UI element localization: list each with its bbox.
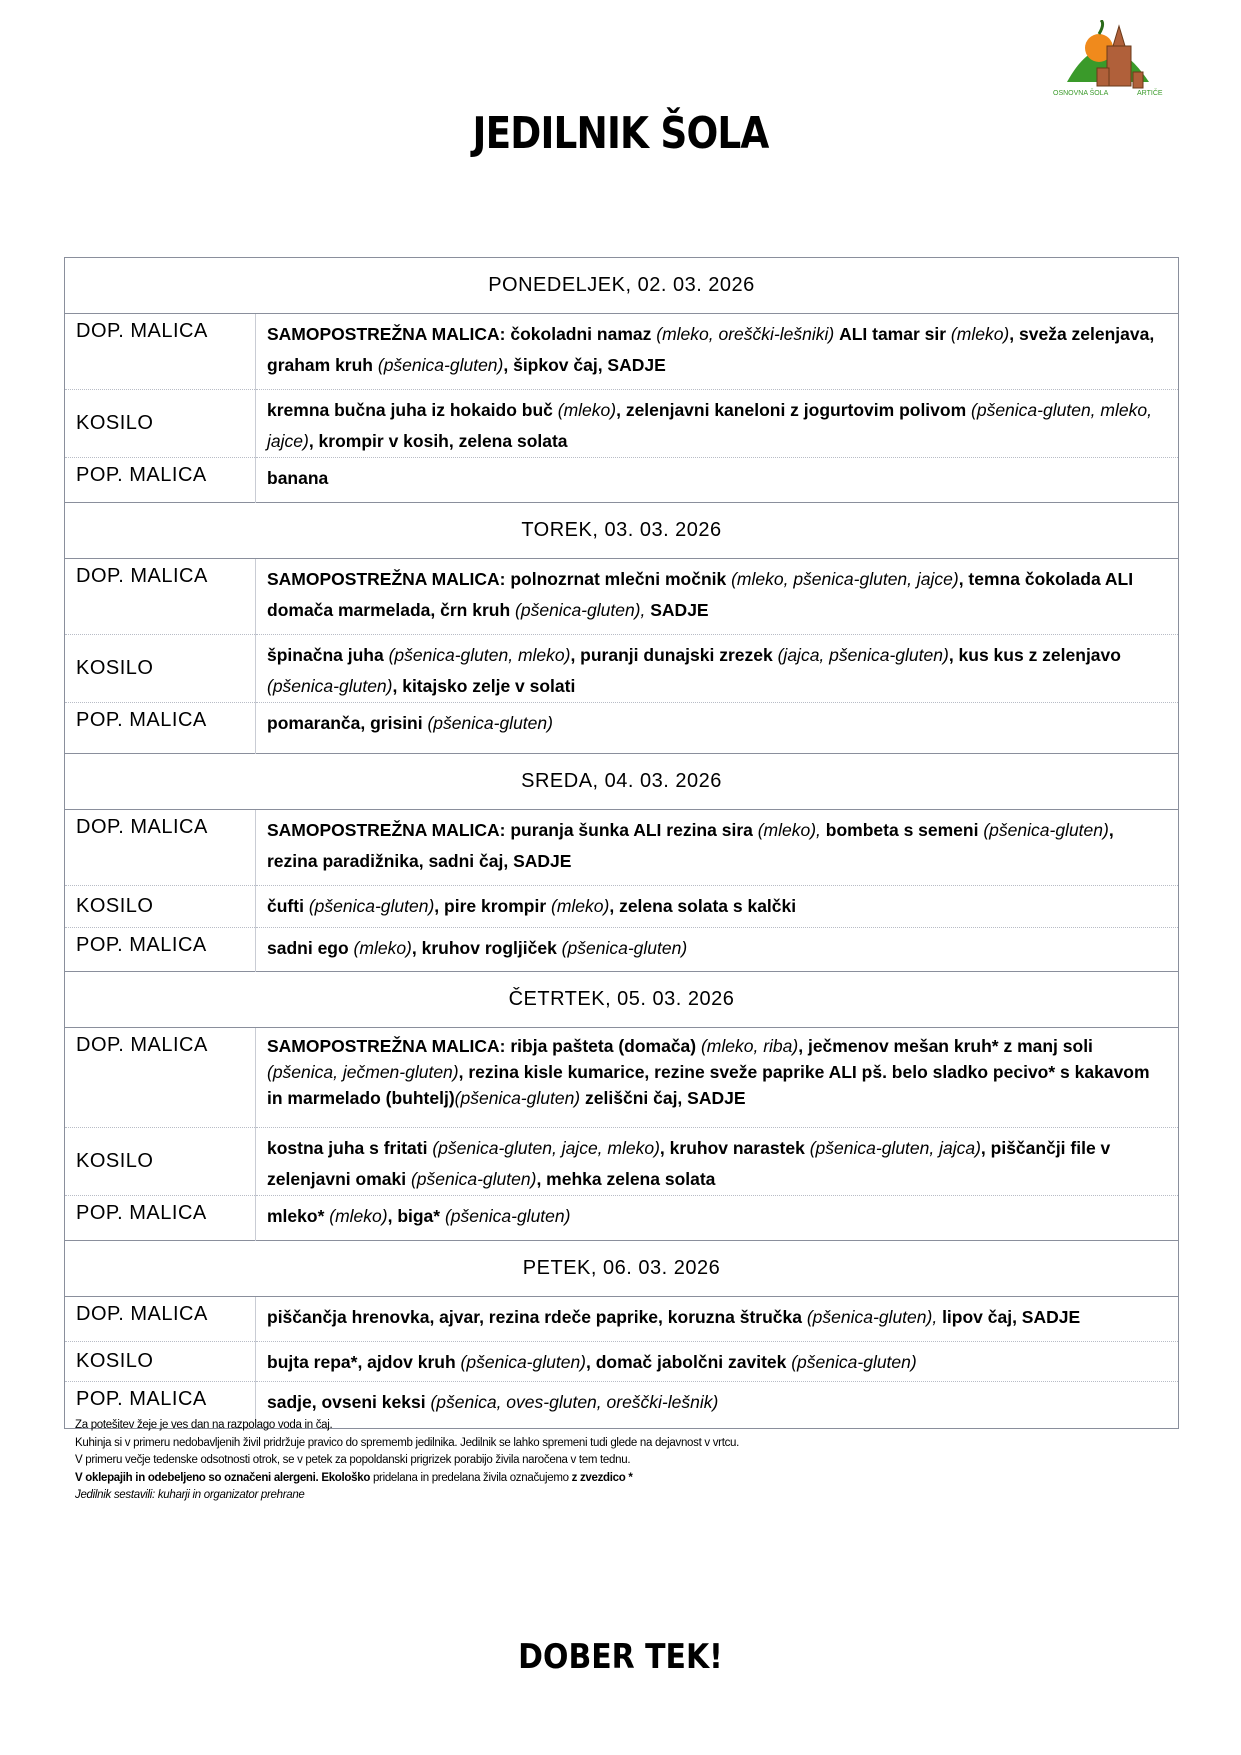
- dish-text: piščančja hrenovka, ajvar, rezina rdeče paprike, koruzna štručka: [267, 1307, 807, 1327]
- dish-text: banana: [267, 468, 329, 488]
- meal-row: [65, 1128, 1179, 1196]
- dish-text: pomaranča, grisini: [267, 713, 428, 733]
- meal-content: [256, 1342, 1179, 1382]
- dish-text: kremna bučna juha iz hokaido buč: [267, 400, 558, 420]
- dish-text: kostna juha s fritati: [267, 1138, 433, 1158]
- dish-text: , rezina kisle kumarice, rezine sveže paprike ALI pš. belo sladko pecivo* s kakavom in marmelado (buhtelj): [267, 1062, 1150, 1108]
- allergen-text: (pšenica-gluten): [410, 1169, 537, 1189]
- dish-text: , kus kus z zelenjavo: [948, 645, 1121, 665]
- meal-content: [256, 559, 1179, 635]
- day-header-row: [65, 972, 1179, 1028]
- meal-content: [256, 810, 1179, 886]
- meal-content: [256, 1297, 1179, 1342]
- allergen-text: (pšenica-gluten): [308, 896, 435, 916]
- meal-content: [256, 928, 1179, 972]
- meal-label: POP. MALICA: [65, 1382, 256, 1429]
- meal-label: DOP. MALICA: [65, 1028, 256, 1128]
- dish-text: špinačna juha: [267, 645, 389, 665]
- meal-label: DOP. MALICA: [65, 314, 256, 390]
- note-line: [75, 1435, 739, 1453]
- note-text: pridelana in predelana živila označujemo: [372, 1471, 572, 1484]
- meal-label: POP. MALICA: [65, 1196, 256, 1241]
- dish-text: , kruhov narastek: [659, 1138, 810, 1158]
- dish-text: SADJE: [650, 600, 709, 620]
- day-date: SREDA, 04. 03. 2026: [65, 754, 1179, 810]
- meal-label: KOSILO: [65, 886, 256, 928]
- note-text: Kuhinja si v primeru nedobavljenih živil pridržuje pravico do sprememb jedilnika. Jedilnik se lahko spremeni tudi glede na dejavnost v vrtcu.: [75, 1436, 740, 1449]
- allergen-text: (pšenica-gluten, mleko): [388, 645, 571, 665]
- allergen-text: (pšenica-gluten): [427, 713, 553, 733]
- dish-text: , temna čokolada ALI domača marmelada, črn kruh: [267, 569, 1134, 620]
- meal-label: KOSILO: [65, 635, 256, 703]
- meal-label: DOP. MALICA: [65, 1297, 256, 1342]
- day-date: TOREK, 03. 03. 2026: [65, 503, 1179, 559]
- meal-row: [65, 1028, 1179, 1128]
- dish-text: SAMOPOSTREŽNA MALICA: ribja pašteta (domača): [267, 1036, 701, 1056]
- allergen-text: (jajca, pšenica-gluten): [777, 645, 949, 665]
- meal-content: [256, 635, 1179, 703]
- school-logo: [1049, 20, 1167, 104]
- allergen-text: (pšenica-gluten, mleko, jajce): [267, 400, 1152, 451]
- dish-text: , šipkov čaj, SADJE: [503, 355, 666, 375]
- note-line: [75, 1417, 739, 1435]
- allergen-text: (pšenica-gluten): [267, 676, 393, 696]
- allergen-text: (pšenica-gluten, jajca): [809, 1138, 981, 1158]
- dish-text: , krompir v kosih, zelena solata: [308, 431, 568, 451]
- allergen-text: (pšenica-gluten),: [515, 600, 651, 620]
- meal-row: [65, 1297, 1179, 1342]
- meal-label: DOP. MALICA: [65, 810, 256, 886]
- dish-text: , biga*: [387, 1206, 445, 1226]
- allergen-text: (pšenica-gluten): [791, 1352, 917, 1372]
- closing-text: DOBER TEK!: [518, 1637, 723, 1677]
- meal-content: [256, 314, 1179, 390]
- meal-row: [65, 314, 1179, 390]
- dish-text: , piščančji file v zelenjavni omaki: [267, 1138, 1111, 1189]
- allergen-text: (mleko): [551, 896, 610, 916]
- note-text: z zvezdico *: [571, 1471, 633, 1484]
- dish-text: , zelenjavni kaneloni z jogurtovim polivom: [616, 400, 972, 420]
- dish-text: zeliščni čaj, SADJE: [585, 1088, 746, 1108]
- meal-label: POP. MALICA: [65, 703, 256, 754]
- allergen-text: (mleko): [950, 324, 1010, 344]
- meal-content: [256, 458, 1179, 503]
- dish-text: ALI tamar sir: [839, 324, 951, 344]
- allergen-text: (pšenica-gluten): [983, 820, 1109, 840]
- allergen-text: (pšenica, ječmen-gluten): [267, 1062, 459, 1082]
- allergen-text: (pšenica-gluten): [460, 1352, 587, 1372]
- note-text: V oklepajih in odebeljeno so označeni alergeni. Ekološko: [75, 1471, 373, 1484]
- meal-content: [256, 390, 1179, 458]
- day-header-row: [65, 1241, 1179, 1297]
- allergen-text: (mleko, pšenica-gluten, jajce): [731, 569, 959, 589]
- day-date: PETEK, 06. 03. 2026: [65, 1241, 1179, 1297]
- menu-table: [64, 257, 1179, 1429]
- meal-content: [256, 886, 1179, 928]
- meal-content: [256, 1128, 1179, 1196]
- footer-notes: [75, 1417, 739, 1505]
- meal-row: [65, 390, 1179, 458]
- note-text: V primeru večje tedenske odsotnosti otrok, se v petek za popoldanski prigrizek porabijo živila naročena v tem tednu.: [75, 1454, 631, 1466]
- meal-content: [256, 1028, 1179, 1128]
- dish-text: lipov čaj, SADJE: [942, 1307, 1081, 1327]
- note-text: Za potešitev žeje je ves dan na razpolago voda in čaj.: [75, 1419, 333, 1431]
- meal-row: [65, 810, 1179, 886]
- svg-text:OSNOVNA ŠOLA: OSNOVNA ŠOLA: [1053, 90, 1109, 97]
- dish-text: mleko*: [267, 1206, 330, 1226]
- note-line: [75, 1487, 739, 1505]
- dish-text: bombeta s semeni: [825, 820, 984, 840]
- allergen-text: (mleko, oreščki-lešniki): [656, 324, 840, 344]
- allergen-text: (mleko): [329, 1206, 388, 1226]
- meal-row: [65, 886, 1179, 928]
- meal-label: KOSILO: [65, 1128, 256, 1196]
- note-line: [75, 1452, 739, 1470]
- meal-label: POP. MALICA: [65, 928, 256, 972]
- allergen-text: (mleko): [353, 938, 412, 958]
- meal-label: KOSILO: [65, 1342, 256, 1382]
- note-text: Jedilnik sestavili: kuharji in organizator prehrane: [75, 1489, 305, 1501]
- allergen-text: (mleko, riba): [700, 1036, 799, 1056]
- allergen-text: (pšenica-gluten),: [806, 1307, 943, 1327]
- dish-text: , ječmenov mešan kruh* z manj soli: [798, 1036, 1093, 1056]
- dish-text: sadni ego: [267, 938, 354, 958]
- page-title: JEDILNIK ŠOLA: [472, 108, 769, 159]
- note-line: [75, 1470, 739, 1488]
- dish-text: SAMOPOSTREŽNA MALICA: puranja šunka ALI rezina sira: [267, 820, 758, 840]
- dish-text: sadje, ovseni keksi: [267, 1392, 431, 1412]
- meal-label: KOSILO: [65, 390, 256, 458]
- meal-row: [65, 928, 1179, 972]
- meal-row: [65, 703, 1179, 754]
- meal-row: [65, 559, 1179, 635]
- day-date: PONEDELJEK, 02. 03. 2026: [65, 258, 1179, 314]
- dish-text: , kitajsko zelje v solati: [392, 676, 576, 696]
- meal-label: POP. MALICA: [65, 458, 256, 503]
- allergen-text: (pšenica-gluten): [454, 1088, 586, 1108]
- dish-text: , zelena solata s kalčki: [609, 896, 797, 916]
- meal-label: DOP. MALICA: [65, 559, 256, 635]
- dish-text: bujta repa*, ajdov kruh: [267, 1352, 461, 1372]
- allergen-text: (pšenica-gluten): [444, 1206, 571, 1226]
- meal-content: [256, 703, 1179, 754]
- allergen-text: (mleko),: [757, 820, 826, 840]
- day-header-row: [65, 258, 1179, 314]
- dish-text: , mehka zelena solata: [536, 1169, 716, 1189]
- dish-text: čufti: [267, 896, 309, 916]
- dish-text: , pire krompir: [434, 896, 551, 916]
- dish-text: , domač jabolčni zavitek: [586, 1352, 792, 1372]
- dish-text: , rezina paradižnika, sadni čaj, SADJE: [267, 820, 1114, 871]
- allergen-text: (pšenica-gluten): [561, 938, 688, 958]
- day-date: ČETRTEK, 05. 03. 2026: [65, 972, 1179, 1028]
- meal-row: [65, 635, 1179, 703]
- dish-text: , puranji dunajski zrezek: [570, 645, 778, 665]
- day-header-row: [65, 754, 1179, 810]
- dish-text: SAMOPOSTREŽNA MALICA: čokoladni namaz: [267, 324, 657, 344]
- day-header-row: [65, 503, 1179, 559]
- svg-text:ARTIČE: ARTIČE: [1137, 90, 1163, 97]
- allergen-text: (pšenica-gluten, jajce, mleko): [432, 1138, 660, 1158]
- meal-row: [65, 1196, 1179, 1241]
- dish-text: , sveža zelenjava, graham kruh: [267, 324, 1155, 375]
- dish-text: , kruhov rogljiček: [411, 938, 562, 958]
- meal-content: [256, 1196, 1179, 1241]
- allergen-text: (pšenica, oves-gluten, oreščki-lešnik): [430, 1392, 719, 1412]
- meal-row: [65, 458, 1179, 503]
- allergen-text: (pšenica-gluten): [377, 355, 504, 375]
- allergen-text: (mleko): [557, 400, 617, 420]
- meal-row: [65, 1342, 1179, 1382]
- dish-text: SAMOPOSTREŽNA MALICA: polnozrnat mlečni močnik: [267, 569, 732, 589]
